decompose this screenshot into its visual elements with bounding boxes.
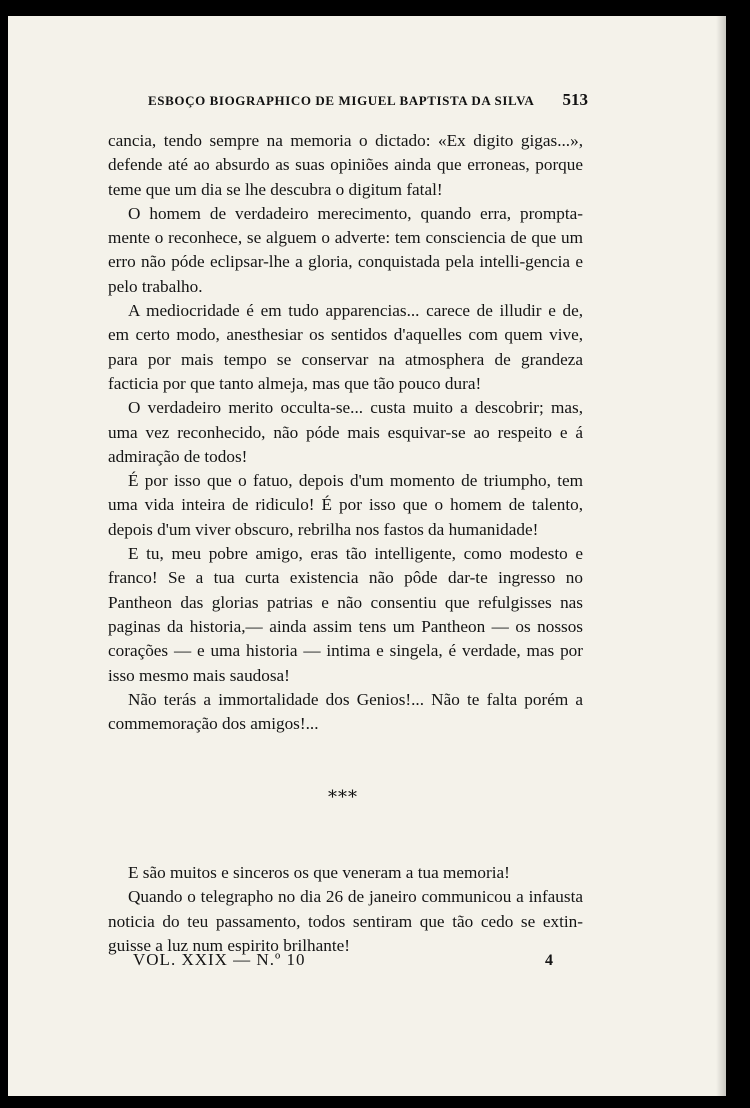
running-header bbox=[148, 90, 588, 114]
paragraph-8: E são muitos e sinceros os que veneram a tua memoria! bbox=[128, 863, 510, 882]
page-number: 513 bbox=[562, 90, 588, 109]
header-title: ESBOÇO BIOGRAPHICO DE MIGUEL BAPTISTA DA SILVA bbox=[148, 93, 535, 108]
paragraph-9: Quando o telegrapho no dia 26 de janeiro communicou a infausta noticia do teu passamento, todos sentiram que tão cedo se extin-guisse a luz num espirito brilhante! bbox=[108, 887, 583, 955]
paragraph-1: cancia, tendo sempre na memoria o dictado: «Ex digito gigas...», defende até ao absurdo as suas opiniões ainda que erroneas, porque teme que um dia se lhe descubra o digitum fatal! bbox=[108, 131, 583, 199]
section-separator: *** bbox=[328, 787, 358, 808]
paragraph-6: E tu, meu pobre amigo, eras tão intelligente, como modesto e franco! Se a tua curta existencia não pôde dar-te ingresso no Pantheon das glorias patrias e não consentiu que refulgisses nas paginas da historia,— ainda assim tens um Pantheon — os nossos corações — e uma historia — intima e singela, é verdade, mas por isso mesmo mais saudosa! bbox=[108, 544, 583, 685]
paragraph-3: A mediocridade é em tudo apparencias... carece de illudir e de, em certo modo, anesthesiar os sentidos d'aquelles com quem vive, para por mais tempo se conservar na atmosphera de grandeza facticia por que tanto almeja, mas que tão pouco dura! bbox=[108, 301, 583, 393]
volume-label: VOL. XXIX — N.º 10 bbox=[133, 950, 306, 969]
paragraph-4: O verdadeiro merito occulta-se... custa muito a descobrir; mas, uma vez reconhecido, não póde mais esquivar-se ao respeito e á admiração de todos! bbox=[108, 398, 583, 466]
closing-text bbox=[108, 861, 583, 958]
main-text bbox=[108, 129, 583, 736]
paragraph-2: O homem de verdadeiro merecimento, quando erra, prompta-mente o reconhece, se alguem o adverte: tem consciencia de que um erro não póde eclipsar-lhe a gloria, conquistada pela intelli-gencia e pelo trabalho. bbox=[108, 203, 583, 296]
page-footer bbox=[133, 950, 553, 970]
signature-mark: 4 bbox=[545, 952, 553, 969]
book-page bbox=[8, 16, 726, 1096]
page-edge-shadow bbox=[716, 16, 726, 1096]
paragraph-7: Não terás a immortalidade dos Genios!... Não te falta porém a commemoração dos amigos!... bbox=[108, 689, 583, 734]
paragraph-5: É por isso que o fatuo, depois d'um momento de triumpho, tem uma vida inteira de ridiculo! É por isso que o homem de talento, depois d'um viver obscuro, rebrilha nos fastos da humanidade! bbox=[108, 471, 583, 539]
